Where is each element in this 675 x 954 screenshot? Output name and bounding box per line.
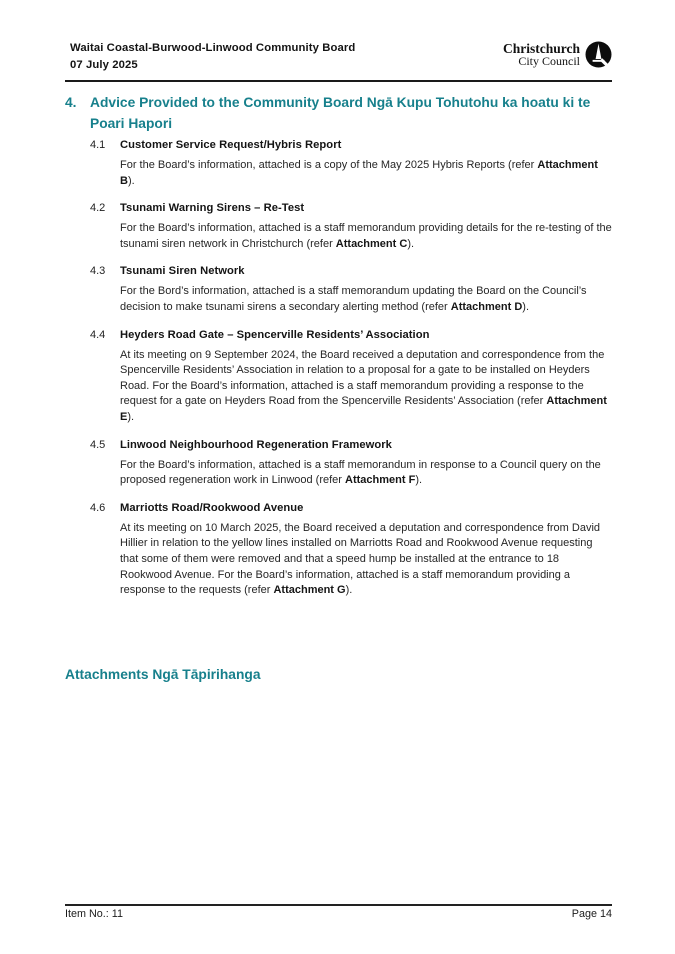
footer-item-number: Item No.: 11	[65, 908, 124, 920]
board-name: Waitai Coastal-Burwood-Linwood Community Board	[70, 42, 356, 54]
agenda-section	[90, 502, 612, 599]
footer-page-number: Page 14	[571, 908, 612, 920]
section-heading	[90, 439, 612, 451]
section-number: 4.5	[90, 438, 106, 451]
paragraph-text: ).	[345, 584, 353, 597]
section-paragraph	[120, 521, 612, 599]
section-title: Linwood Neighbourhood Regeneration Framework	[120, 438, 392, 451]
section-heading	[90, 329, 612, 341]
council-logo	[503, 41, 612, 68]
section-heading	[90, 502, 612, 514]
section-paragraph	[120, 221, 612, 252]
paragraph-text: ).	[415, 474, 423, 487]
paragraph-text: ).	[127, 410, 135, 423]
logo-line2: City Council	[518, 54, 580, 69]
main-heading-number: 4.	[65, 95, 77, 110]
agenda-section	[90, 439, 612, 489]
section-heading	[90, 202, 612, 214]
paragraph-text: For the Bord’s information, attached is a staff memorandum updating the Board on the Council’s decision to make tsunami sirens a secondary alerting method (refer	[120, 285, 587, 313]
paragraph-text: ).	[127, 174, 135, 187]
section-title: Tsunami Siren Network	[120, 265, 245, 278]
section-number: 4.2	[90, 202, 106, 215]
attachment-reference: Attachment E	[120, 395, 607, 423]
header-rule	[65, 80, 612, 82]
attachments-heading: Attachments Ngā Tāpirihanga	[65, 666, 261, 682]
agenda-section	[90, 202, 612, 252]
section-heading	[90, 265, 612, 277]
header-title-block	[70, 40, 355, 73]
section-number: 4.4	[90, 328, 106, 341]
paragraph-text: At its meeting on 10 March 2025, the Board received a deputation and correspondence from David Hillier in relation to the yellow lines installed on Marriotts Road and Rookwood Avenue requesting that some of them were removed and that a speed hump be installed at the entrance to 18 Rookwood Avenue. For the Board’s information, attached is a staff memorandum providing a response to the requests (refer	[120, 521, 601, 597]
section-paragraph	[120, 284, 612, 315]
section-number: 4.6	[90, 501, 106, 514]
section-heading	[90, 139, 612, 151]
section-title: Heyders Road Gate – Spencerville Residents’ Association	[120, 328, 430, 341]
attachment-reference: Attachment C	[335, 237, 408, 250]
meeting-date: 07 July 2025	[70, 58, 138, 71]
page-header	[65, 40, 612, 73]
agenda-section	[90, 265, 612, 315]
attachment-reference: Attachment G	[273, 584, 346, 597]
section-title: Marriotts Road/Rookwood Avenue	[120, 501, 304, 514]
main-heading	[65, 93, 612, 134]
section-paragraph	[120, 458, 612, 489]
main-heading-text: Advice Provided to the Community Board Ngā Kupu Tohutohu ka hoatu ki te Poari Hapori	[90, 95, 591, 131]
section-number: 4.3	[90, 265, 106, 278]
paragraph-text: At its meeting on 9 September 2024, the Board received a deputation and correspondence from the Spencerville Residents’ Association in relation to a proposal for a gate to be installed on Heyders Road. For the Board’s information, attached is a staff memorandum providing a response to the request for a gate on Heyders Road from the Spencerville Residents’ Association (refer	[120, 348, 605, 408]
attachment-reference: Attachment B	[120, 159, 598, 187]
sections	[90, 134, 612, 599]
paragraph-text: For the Board’s information, attached is a staff memorandum in response to a Council query on the proposed regeneration work in Linwood (refer	[120, 458, 601, 487]
christchurch-city-council-emblem-icon	[585, 41, 612, 68]
page-footer	[65, 904, 612, 920]
agenda-section	[90, 139, 612, 189]
section-title: Tsunami Warning Sirens – Re-Test	[120, 202, 305, 215]
section-number: 4.1	[90, 139, 106, 151]
attachment-reference: Attachment F	[345, 474, 416, 487]
council-logo-text	[503, 42, 580, 68]
logo-line1: Christchurch	[502, 40, 580, 56]
attachment-reference: Attachment D	[450, 300, 523, 313]
paragraph-text: ).	[407, 237, 415, 250]
paragraph-text: For the Board’s information, attached is a staff memorandum providing details for the re-testing of the tsunami siren network in Christchurch (refer	[120, 222, 612, 250]
section-paragraph	[120, 158, 612, 189]
paragraph-text: For the Board’s information, attached is a copy of the May 2025 Hybris Reports (refer	[120, 159, 538, 171]
paragraph-text: ).	[522, 300, 530, 313]
section-paragraph	[120, 348, 612, 426]
section-title: Customer Service Request/Hybris Report	[120, 139, 342, 151]
agenda-section	[90, 329, 612, 426]
